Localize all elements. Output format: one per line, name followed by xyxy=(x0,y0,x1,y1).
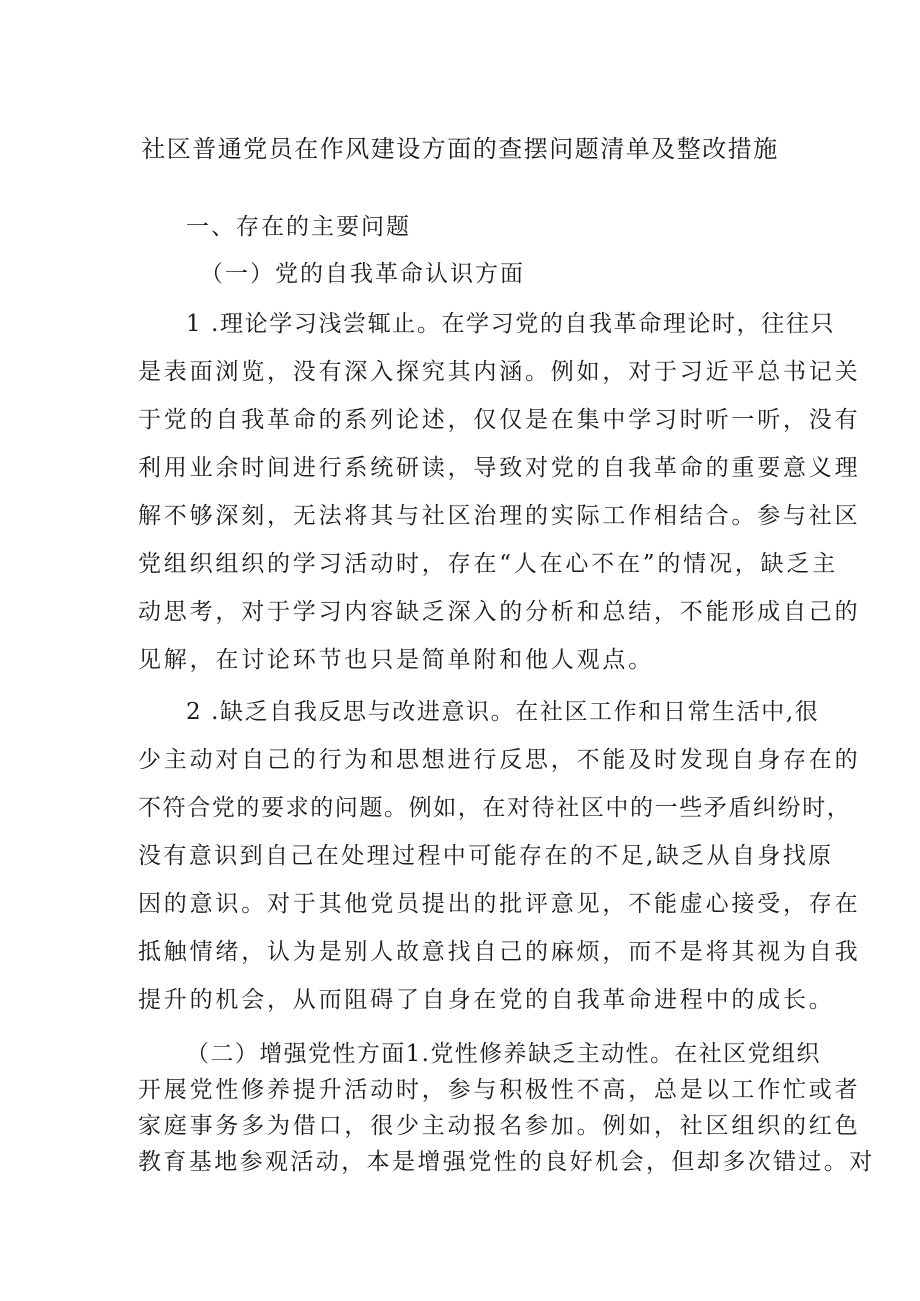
document-title: 社区普通党员在作风建设方面的查摆问题清单及整改措施 xyxy=(141,135,779,163)
paragraph-line: 1 .理论学习浅尝辄止。在学习党的自我革命理论时，往往只 xyxy=(186,311,836,337)
paragraph-line: 利用业余时间进行系统研读，导致对党的自我革命的重要意义理 xyxy=(138,455,861,481)
paragraph-line: 党组织组织的学习活动时，存在“人在心不在”的情况，缺乏主 xyxy=(138,551,838,577)
paragraph-line: 抵触情绪，认为是别人故意找自己的麻烦，而不是将其视为自我 xyxy=(138,939,861,965)
subsection-heading: （一）党的自我革命认识方面 xyxy=(200,261,525,287)
paragraph-line: 是表面浏览，没有深入探究其内涵。例如，对于习近平总书记关 xyxy=(138,359,861,385)
paragraph-line: 2 .缺乏自我反思与改进意识。在社区工作和日常生活中,很 xyxy=(186,699,820,725)
paragraph-line: 提升的机会，从而阻碍了自身在党的自我革命进程中的成长。 xyxy=(138,987,835,1013)
paragraph-line: 动思考，对于学习内容缺乏深入的分析和总结，不能形成自己的 xyxy=(138,599,861,625)
paragraph-line: （二）增强党性方面1.党性修养缺乏主动性。在社区党组织 xyxy=(186,1041,821,1067)
paragraph-line: 见解，在讨论环节也只是简单附和他人观点。 xyxy=(138,647,654,673)
paragraph-line: 家庭事务多为借口，很少主动报名参加。例如，社区组织的红色 xyxy=(138,1113,861,1139)
paragraph-line: 因的意识。对于其他党员提出的批评意见，不能虚心接受，存在 xyxy=(138,891,861,917)
section-heading: 一、存在的主要问题 xyxy=(186,214,411,240)
paragraph-line: 开展党性修养提升活动时，参与积极性不高，总是以工作忙或者 xyxy=(138,1077,861,1103)
paragraph-line: 于党的自我革命的系列论述，仅仅是在集中学习时听一听，没有 xyxy=(138,407,861,433)
paragraph-line: 没有意识到自己在处理过程中可能存在的不足,缺乏从自身找原 xyxy=(138,843,834,869)
paragraph-line: 少主动对自己的行为和思想进行反思，不能及时发现自身存在的 xyxy=(138,747,861,773)
paragraph-line: 教育基地参观活动，本是增强党性的良好机会，但却多次错过。对 xyxy=(138,1149,875,1175)
paragraph-line: 不符合党的要求的问题。例如，在对待社区中的一些矛盾纠纷时， xyxy=(138,795,852,821)
paragraph-line: 解不够深刻，无法将其与社区治理的实际工作相结合。参与社区 xyxy=(138,503,861,529)
